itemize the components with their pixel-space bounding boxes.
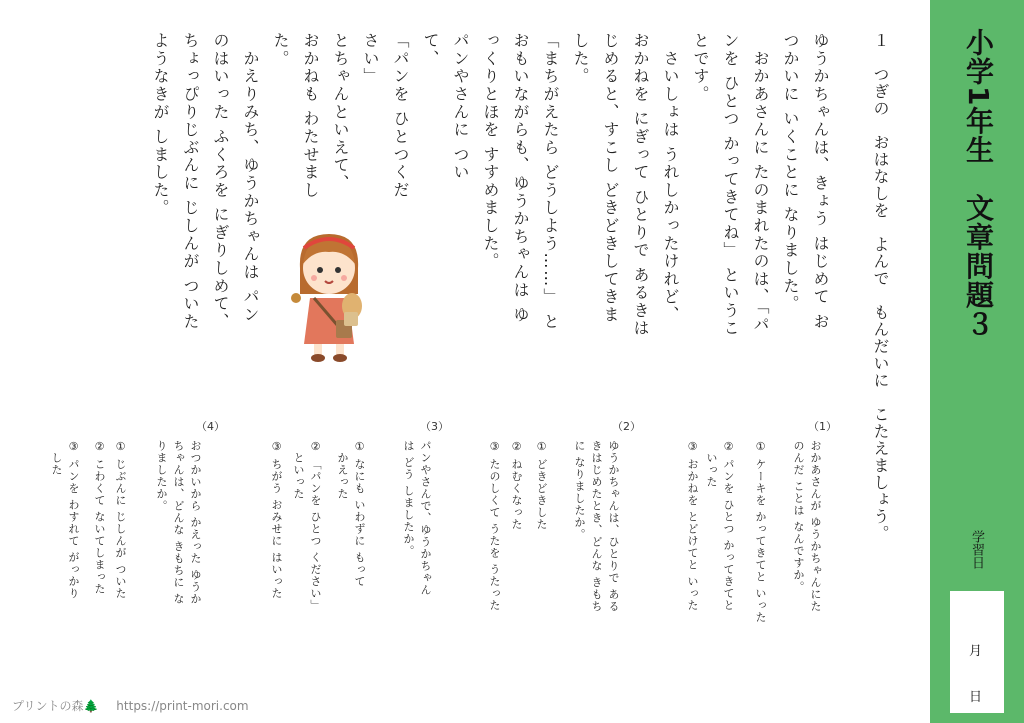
question-number: （4） xyxy=(196,420,225,433)
question-text: パンやさんで、ゆうかちゃん は どう しましたか。 xyxy=(402,440,432,596)
question-number: （2） xyxy=(612,420,641,433)
answer-option: ① ケーキを かってきてと いった xyxy=(754,440,767,624)
story-text: ゆうかちゃんは、きょう はじめて お つかいに いくことに なりました。 おかあさんに たのまれたのは、「パ ンを ひとつ かってきてね」 というこ とです。 さいしょは うれしかったけれど、 おかねを にぎって ひとりで あるきは じめると、すこし どきどきしてきま した。 「まちがえたら どうしよう……」 と おもいながらも、ゆうかちゃんは ゆ っくりとほを すすめました。 パンやさんに つい て、 「パンを ひとつくだ さい」 とちゃんといえて、 おかねも わたせまし た。 かえりみち、ゆうかちゃんは パン のはいった ふくろを にぎりしめて、 ちょっぴりじぶんに じしんが ついた ようなきが しました。 xyxy=(151,32,830,338)
site-url-link[interactable]: https://print-mori.com xyxy=(116,699,249,713)
question-text: ゆうかちゃんは、ひとりで ある きはじめたとき、どんな きもち に なりましたか。 xyxy=(573,440,620,613)
site-brand: プリントの森🌲 xyxy=(12,699,99,713)
answer-option: ① じぶんに じしんが ついた xyxy=(114,440,127,600)
answer-option: ② 「パンを ひとつ ください」 といった xyxy=(292,440,322,612)
study-date-label: 学習日 xyxy=(969,530,984,569)
question-number: （3） xyxy=(420,420,449,433)
month-label: 月 xyxy=(969,644,983,659)
answer-option: ③ パンを わすれて がっかり した xyxy=(50,440,80,600)
answer-option: ① どきどきした xyxy=(535,440,548,531)
girl-illustration xyxy=(284,228,374,363)
answer-option: ② こわくて ないてしまった xyxy=(93,440,106,595)
answer-option: ② パンを ひとつ かってきてと いった xyxy=(705,440,735,612)
answer-option: ③ たのしくて うたを うたった xyxy=(488,440,501,612)
worksheet-title: 小学1年生 文章問題３ xyxy=(962,28,995,339)
answer-option: ③ ちがう おみせに はいった xyxy=(270,440,283,600)
footer xyxy=(12,697,263,714)
question-number: （1） xyxy=(808,420,837,433)
question-text: おつかいから かえった ゆうか ちゃんは、どんな きもちに な りましたか。 xyxy=(155,440,202,605)
answer-option: ③ おかねを とどけてと いった xyxy=(686,440,699,612)
answer-option: ② ねむくなった xyxy=(510,440,523,531)
day-label: 日 xyxy=(969,690,983,705)
instruction-text: １ つぎの おはなしを よんで もんだいに こたえましょう。 xyxy=(871,32,890,542)
answer-option: ① なにも いわずに もって かえった xyxy=(336,440,366,588)
question-text: おかあさんが ゆうかちゃんにた のんだ ことは なんですか。 xyxy=(792,440,822,613)
